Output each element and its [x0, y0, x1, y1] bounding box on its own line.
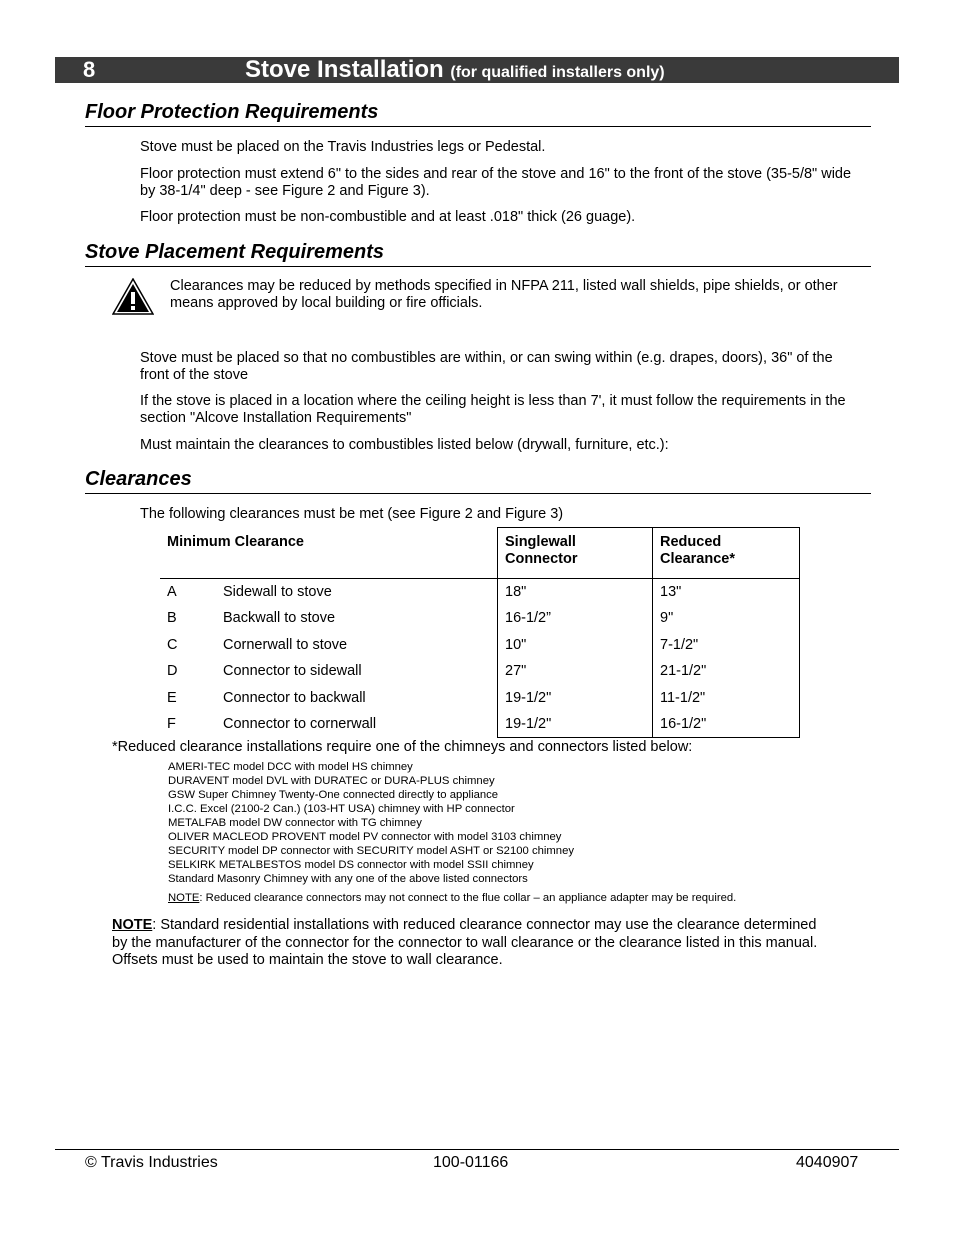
row-description: Connector to cornerwall	[223, 715, 377, 732]
row-reduced-value: 7-1/2"	[653, 632, 800, 658]
row-letter: F	[167, 715, 176, 732]
list-item: DURAVENT model DVL with DURATEC or DURA-PLUS chimney	[168, 775, 495, 787]
installation-note	[112, 917, 827, 970]
list-item: Standard Masonry Chimney with any one of the above listed connectors	[168, 873, 528, 885]
table-header-row	[160, 528, 800, 579]
list-item: GSW Super Chimney Twenty-One connected directly to appliance	[168, 789, 499, 801]
header-reduced-clearance: Reduced Clearance*	[653, 528, 800, 579]
table-row	[160, 658, 800, 684]
row-singlewall-value: 18"	[498, 579, 653, 606]
page-title	[245, 57, 665, 86]
installation-note-text: : Standard residential installations with reduced clearance connector may use the clearance determined by the manufacturer of the connector for the connector to wall clearance or the clearance listed in this manual. Offsets must be used to maintain the stove to wall clearance.	[112, 917, 818, 968]
stove-placement-heading: Stove Placement Requirements	[85, 240, 871, 267]
footer-divider	[55, 1149, 899, 1150]
floor-protection-heading: Floor Protection Requirements	[85, 100, 871, 127]
footer-doc-number: 100-01166	[433, 1154, 509, 1171]
list-item: OLIVER MACLEOD PROVENT model PV connector with model 3103 chimney	[168, 831, 562, 843]
row-singlewall-value: 27"	[498, 658, 653, 684]
floor-paragraph-3: Floor protection must be non-combustible and at least .018" thick (26 guage).	[140, 209, 636, 225]
row-description: Connector to backwall	[223, 689, 366, 706]
installation-note-label: NOTE	[112, 917, 153, 933]
floor-paragraph-2: Floor protection must extend 6" to the sides and rear of the stove and 16" to the front of the stove (35-5/8" wide by 38-1/4" deep - see Figure 2 and Figure 3).	[140, 166, 852, 199]
warning-triangle-icon	[112, 278, 154, 316]
row-description: Connector to sidewall	[223, 663, 362, 680]
row-singlewall-value: 10"	[498, 632, 653, 658]
list-item: SECURITY model DP connector with SECURITY model ASHT or S2100 chimney	[168, 845, 575, 857]
row-letter: B	[167, 610, 177, 627]
connector-note-label: NOTE	[168, 892, 200, 904]
placement-paragraph-3: Must maintain the clearances to combustibles listed below (drywall, furniture, etc.):	[140, 437, 669, 453]
footer-revision: 4040907	[796, 1154, 859, 1171]
row-singlewall-value: 16-1/2”	[498, 605, 653, 631]
row-singlewall-value: 19-1/2"	[498, 711, 653, 738]
row-letter: D	[167, 663, 178, 680]
row-reduced-value: 13"	[653, 579, 800, 606]
row-reduced-value: 9"	[653, 605, 800, 631]
page-title-text: Stove Installation	[245, 56, 444, 83]
connector-note-text: : Reduced clearance connectors may not connect to the flue collar – an appliance adapter may be required.	[199, 892, 737, 904]
floor-paragraph-1: Stove must be placed on the Travis Industries legs or Pedestal.	[140, 139, 546, 155]
table-row	[160, 605, 800, 631]
row-singlewall-value: 19-1/2"	[498, 685, 653, 711]
placement-paragraph-2: If the stove is placed in a location where the ceiling height is less than 7', it must follow the requirements in the section "Alcove Installation Requirements"	[140, 393, 846, 426]
header-minimum-clearance: Minimum Clearance	[167, 533, 304, 550]
row-description: Sidewall to stove	[223, 584, 332, 600]
table-row	[160, 685, 800, 711]
row-letter: E	[167, 689, 177, 706]
row-letter: C	[167, 636, 178, 653]
footer-copyright: © Travis Industries	[85, 1154, 218, 1171]
page-number: 8	[83, 57, 96, 82]
warning-text: Clearances may be reduced by methods specified in NFPA 211, listed wall shields, pipe shields, or other means approved by local building or fire officials.	[170, 278, 838, 311]
list-item: I.C.C. Excel (2100-2 Can.) (103-HT USA) chimney with HP connector	[168, 803, 515, 815]
clearances-intro: The following clearances must be met (see Figure 2 and Figure 3)	[140, 506, 564, 522]
table-row	[160, 711, 800, 738]
row-description: Backwall to stove	[223, 610, 336, 627]
table-row	[160, 632, 800, 658]
page-subtitle: (for qualified installers only)	[450, 64, 665, 81]
header-singlewall-connector: Singlewall Connector	[498, 528, 653, 579]
row-reduced-value: 21-1/2"	[653, 658, 800, 684]
page-header-bar	[55, 57, 899, 83]
reduced-clearance-note: *Reduced clearance installations require one of the chimneys and connectors listed below:	[112, 739, 693, 755]
list-item: AMERI-TEC model DCC with model HS chimney	[168, 761, 413, 773]
connector-note	[168, 891, 736, 905]
row-reduced-value: 11-1/2"	[653, 685, 800, 711]
table-row	[160, 579, 800, 606]
row-description: Cornerwall to stove	[223, 636, 348, 653]
placement-paragraph-1: Stove must be placed so that no combustibles are within, or can swing within (e.g. drapes, doors), 36" of the front of the stove	[140, 350, 833, 383]
chimney-list	[168, 760, 574, 886]
row-reduced-value: 16-1/2"	[653, 711, 800, 738]
clearances-heading: Clearances	[85, 467, 871, 494]
list-item: SELKIRK METALBESTOS model DS connector with model SSII chimney	[168, 859, 534, 871]
clearance-table	[160, 527, 800, 738]
list-item: METALFAB model DW connector with TG chimney	[168, 817, 422, 829]
row-letter: A	[167, 584, 177, 600]
